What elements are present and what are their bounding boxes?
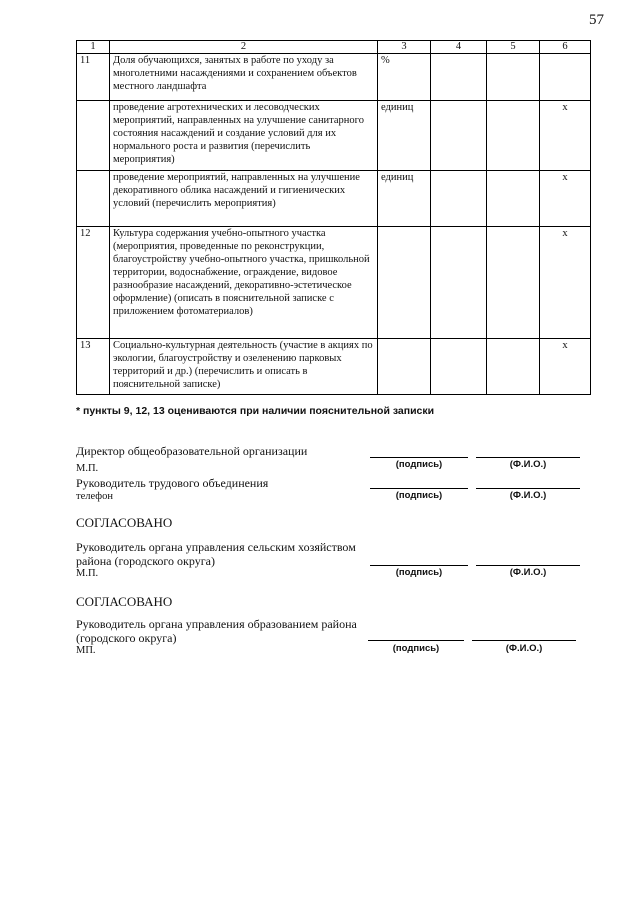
header-cell: 1 xyxy=(77,41,110,54)
evaluation-table xyxy=(76,40,591,395)
signature-caption: (подпись) xyxy=(395,459,443,470)
row-number xyxy=(77,101,110,171)
row-cell-5 xyxy=(487,101,540,171)
header-cell: 5 xyxy=(487,41,540,54)
row-cell-4 xyxy=(431,54,487,101)
header-cell: 3 xyxy=(378,41,431,54)
name-line xyxy=(476,488,580,489)
row-cell-4 xyxy=(431,227,487,339)
row-cell-6: x xyxy=(540,227,591,339)
row-unit: единиц xyxy=(378,171,431,227)
signature-caption: (подпись) xyxy=(395,490,443,501)
row-cell-6: x xyxy=(540,101,591,171)
header-cell: 4 xyxy=(431,41,487,54)
row-criterion: проведение мероприятий, направленных на улучшение декоративного облика насаждений и гигиенических условий (перечислить мероприятия) xyxy=(110,171,378,227)
signature-line xyxy=(370,488,468,489)
name-caption: (Ф.И.О.) xyxy=(509,567,547,578)
row-criterion: Культура содержания учебно-опытного участка (мероприятия, проведенные по реконструкции, благоустройству учебно-опытного участка, пришкольной территории, водоснабжение, ограждение, видовое разнообразие насаждений, декоративно-эстетическое оформление) (описать в пояснительной записке с приложением фотоматериалов) xyxy=(110,227,378,339)
header-cell: 2 xyxy=(110,41,378,54)
stamp-label: М.П. xyxy=(76,568,99,579)
row-number: 13 xyxy=(77,339,110,395)
name-caption: (Ф.И.О.) xyxy=(509,459,547,470)
row-number: 12 xyxy=(77,227,110,339)
table-row xyxy=(77,171,591,227)
row-unit xyxy=(378,227,431,339)
stamp-label: М.П. xyxy=(76,463,99,474)
name-line xyxy=(476,457,580,458)
header-cell: 6 xyxy=(540,41,591,54)
name-caption: (Ф.И.О.) xyxy=(505,643,543,654)
row-cell-4 xyxy=(431,171,487,227)
table-row xyxy=(77,54,591,101)
education-head-title: Руководитель органа управления образованием района (городского округа) xyxy=(76,617,357,645)
row-unit: % xyxy=(378,54,431,101)
table-header-row xyxy=(77,41,591,54)
signature-line xyxy=(370,565,468,566)
signature-caption: (подпись) xyxy=(395,567,443,578)
row-cell-6: x xyxy=(540,171,591,227)
row-criterion: проведение агротехнических и лесоводческих мероприятий, направленных на улучшение санитарного состояния насаждений и создание условий для их нормального роста и развития (перечислить мероприятия) xyxy=(110,101,378,171)
row-criterion: Доля обучающихся, занятых в работе по уходу за многолетними насаждениями и сохранением объектов местного ландшафта xyxy=(110,54,378,101)
row-cell-5 xyxy=(487,54,540,101)
agriculture-head-title: Руководитель органа управления сельским хозяйством района (городского округа) xyxy=(76,540,356,568)
row-unit xyxy=(378,339,431,395)
row-cell-5 xyxy=(487,171,540,227)
name-line xyxy=(476,565,580,566)
name-caption: (Ф.И.О.) xyxy=(509,490,547,501)
signature-caption: (подпись) xyxy=(392,643,440,654)
row-unit: единиц xyxy=(378,101,431,171)
row-number: 11 xyxy=(77,54,110,101)
row-cell-4 xyxy=(431,339,487,395)
signature-line xyxy=(370,457,468,458)
row-cell-6: x xyxy=(540,339,591,395)
leader-title: Руководитель трудового объединения xyxy=(76,476,269,490)
agreed-heading: СОГЛАСОВАНО xyxy=(76,515,173,530)
row-criterion: Социально-культурная деятельность (участие в акциях по экологии, благоустройству и озеленению парковых территорий и др.) (перечислить и описать в пояснительной записке) xyxy=(110,339,378,395)
row-cell-4 xyxy=(431,101,487,171)
table-row xyxy=(77,101,591,171)
table-row xyxy=(77,339,591,395)
footnote: * пункты 9, 12, 13 оцениваются при наличии пояснительной записки xyxy=(76,405,435,417)
table-row xyxy=(77,227,591,339)
signature-line xyxy=(368,640,464,641)
name-line xyxy=(472,640,576,641)
stamp-label: МП. xyxy=(76,645,96,656)
agreed-heading: СОГЛАСОВАНО xyxy=(76,594,173,609)
director-title: Директор общеобразовательной организации xyxy=(76,444,308,458)
row-cell-5 xyxy=(487,339,540,395)
row-cell-5 xyxy=(487,227,540,339)
phone-label: телефон xyxy=(76,491,113,502)
row-cell-6 xyxy=(540,54,591,101)
page-number: 57 xyxy=(589,12,604,28)
row-number xyxy=(77,171,110,227)
